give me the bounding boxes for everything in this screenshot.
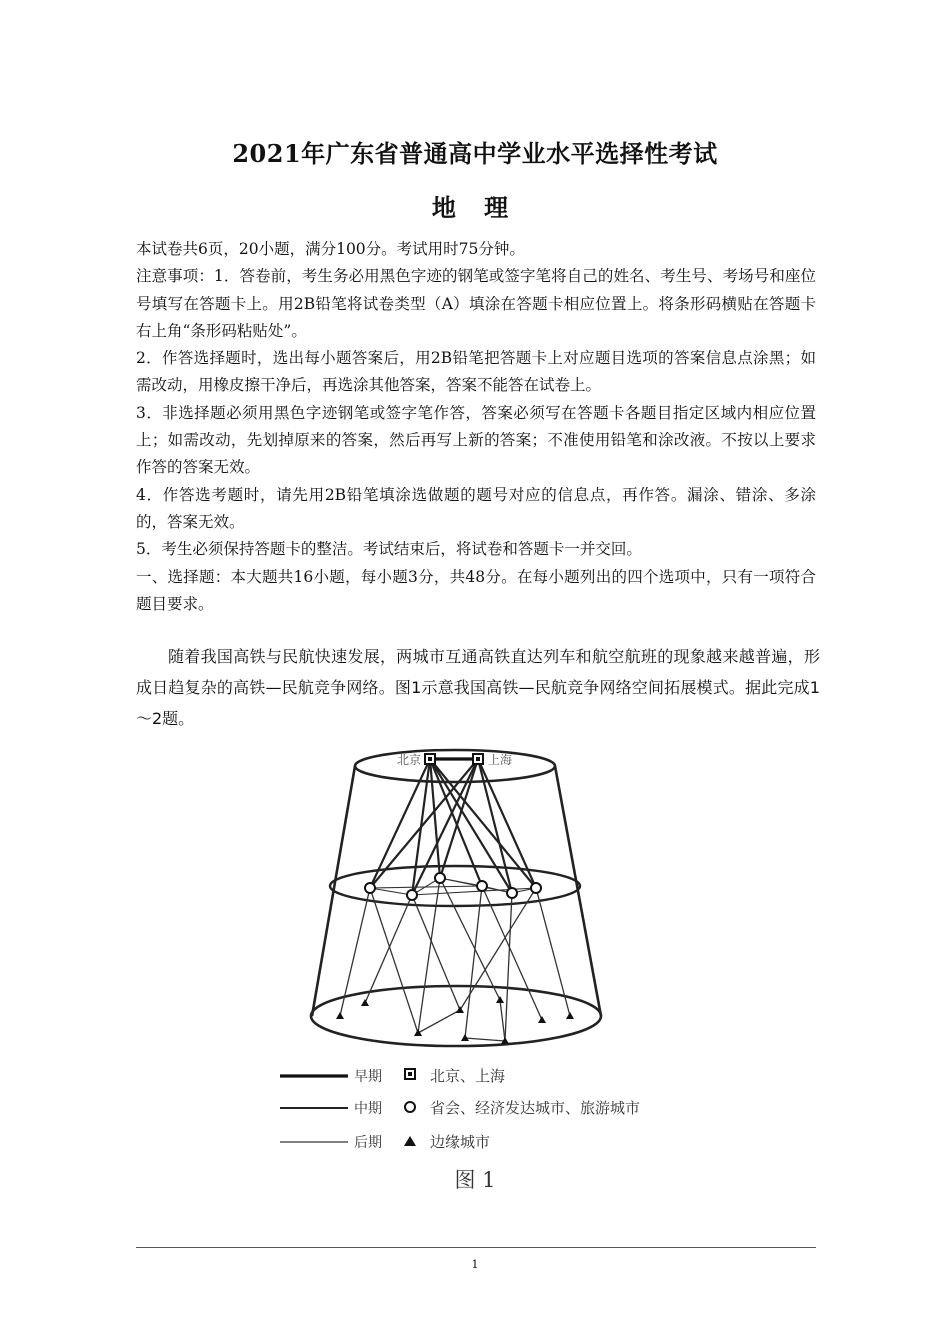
page-number: 1 [471,1258,479,1271]
exam-title: 2021年广东省普通高中学业水平选择性考试 [232,139,718,168]
edge-city-nodes [336,996,574,1044]
triangle-icon [404,1136,416,1146]
notice-item-3: 3．非选择题必须用黑色字迹钢笔或签字笔作答，答案必须写在答题卡各题目指定区域内相应位置上；如需改动，先划掉原来的答案，然后再写上新的答案；不准使用铅笔和涂改液。不按以上要求作答的答案无效。 [136,403,816,477]
legend-period-late: 后期 [354,1135,382,1151]
notice-item-4: 4．作答选考题时，请先用2B铅笔填涂选做题的题号对应的信息点，再作答。漏涂、错涂、多涂的，答案无效。 [136,485,816,531]
legend-desc-middle: 省会、经济发达城市、旅游城市 [430,1099,641,1117]
bottom-ring [311,986,601,1046]
notice-item-1: 注意事项：1．答卷前，考生务必用黑色字迹的钢笔或签字笔将自己的姓名、考生号、考场号和座位号填写在答题卡上。用2B铅笔将试卷类型（A）填涂在答题卡相应位置上。将条形码横贴在答题卡右上角“条形码粘贴处”。 [136,267,816,340]
circle-icon [405,1102,415,1112]
figure-legend [280,1067,640,1151]
legend-period-middle: 中期 [354,1101,382,1117]
legend-period-early: 早期 [354,1069,382,1085]
legend-desc-early: 北京、上海 [430,1067,506,1085]
instructions-block [136,236,816,618]
beijing-label: 北京 [397,753,422,767]
notice-item-5: 5．考生必须保持答题卡的整洁。考试结束后，将试卷和答题卡一并交回。 [136,540,642,559]
footer-divider [136,1247,816,1248]
network-diagram-figure [270,738,690,1208]
question-passage: 随着我国高铁与民航快速发展，两城市互通高铁直达列车和航空航班的现象越来越普遍，形成日趋复杂的高铁—民航竞争网络。图1示意我国高铁—民航竞争网络空间拓展模式。据此完成1～2题。 [136,647,820,728]
notice-item-2: 2．作答选择题时，选出每小题答案后，用2B铅笔把答题卡上对应题目选项的答案信息点涂黑；如需改动，用橡皮擦干净后，再选涂其他答案，答案不能答在试卷上。 [136,349,816,395]
shanghai-label: 上海 [488,753,513,767]
section-heading: 一、选择题：本大题共16小题，每小题3分，共48分。在每小题列出的四个选项中，只有一项符合题目要求。 [136,567,816,613]
paper-info: 本试卷共6页，20小题，满分100分。考试用时75分钟。 [136,240,525,258]
subject-heading: 地 理 [431,193,519,222]
legend-desc-late: 边缘城市 [430,1133,491,1151]
figure-caption: 图 1 [454,1168,496,1192]
